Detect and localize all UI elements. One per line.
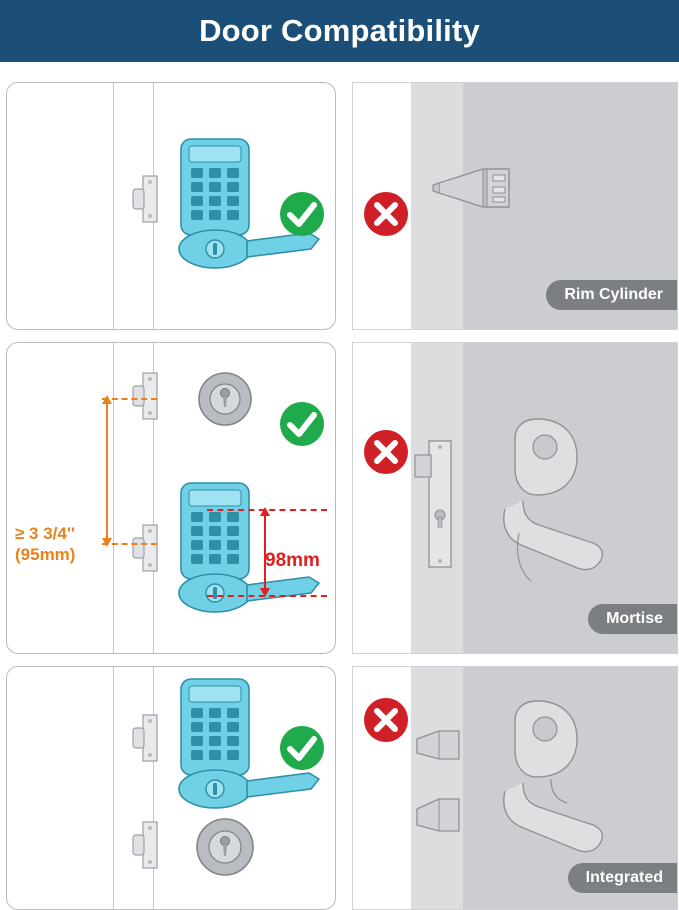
cross-icon bbox=[363, 697, 409, 743]
door-surface-mid bbox=[411, 667, 463, 909]
incompatible-panel-mortise bbox=[352, 342, 678, 654]
door-surface-light bbox=[353, 343, 411, 653]
minimum-spacing-line1: ≥ 3 3/4'' bbox=[15, 524, 75, 543]
compatible-panel-lever-above-deadbolt bbox=[6, 666, 336, 910]
keypad-lock-illustration bbox=[159, 483, 336, 613]
lock-type-label: Mortise bbox=[588, 604, 677, 634]
compatible-panel-single-latch bbox=[6, 82, 336, 330]
cross-icon bbox=[363, 191, 409, 237]
minimum-spacing-label bbox=[15, 523, 75, 565]
check-icon bbox=[279, 401, 325, 447]
strike-plate-icon-lower bbox=[133, 822, 173, 868]
lock-type-label: Integrated bbox=[568, 863, 677, 893]
minimum-spacing-line2: (95mm) bbox=[15, 545, 76, 564]
strike-plate-icon-upper bbox=[133, 373, 173, 419]
panel-grid bbox=[0, 70, 679, 886]
deadbolt-cylinder-icon bbox=[193, 815, 265, 885]
compatible-panel-deadbolt-spacing bbox=[6, 342, 336, 654]
incompatible-panel-integrated bbox=[352, 666, 678, 910]
integrated-handle-icon bbox=[493, 695, 643, 885]
lock-height-label: 98mm bbox=[265, 550, 320, 571]
check-icon bbox=[279, 191, 325, 237]
cross-icon bbox=[363, 429, 409, 475]
integrated-strike-upper-icon bbox=[413, 727, 473, 771]
page-title: Door Compatibility bbox=[199, 13, 480, 48]
lock-type-label: Rim Cylinder bbox=[546, 280, 677, 310]
mortise-plate-icon bbox=[415, 441, 475, 571]
page-header bbox=[0, 0, 679, 62]
incompatible-panel-rim-cylinder bbox=[352, 82, 678, 330]
door-frame-line bbox=[153, 667, 154, 909]
deadbolt-cylinder-icon bbox=[193, 371, 265, 429]
door-edge-line bbox=[113, 667, 114, 909]
orange-dimension-arrow bbox=[99, 393, 115, 551]
integrated-strike-lower-icon bbox=[413, 795, 473, 843]
mortise-handle-icon bbox=[493, 413, 643, 603]
door-edge-line bbox=[113, 83, 114, 329]
check-icon bbox=[279, 725, 325, 771]
rim-cylinder-icon bbox=[431, 157, 551, 227]
